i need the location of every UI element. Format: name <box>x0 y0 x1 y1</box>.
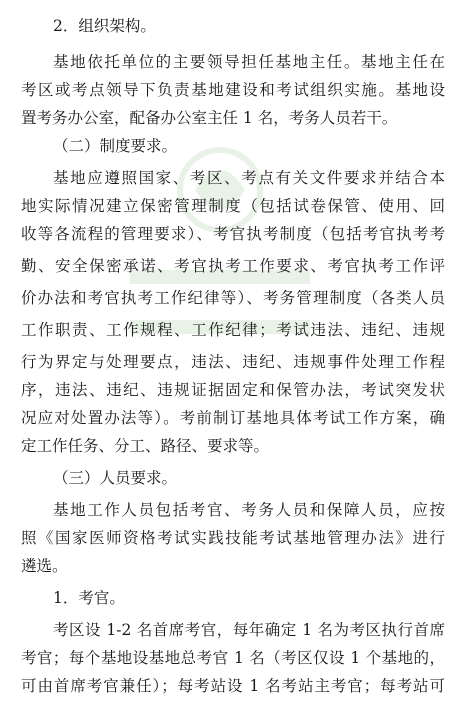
paragraph-line: 可由首席考官兼任）；每考站设 1 名考站主考官；每考站可 <box>21 677 445 695</box>
paragraph-line: 况应对处置办法等）。考前制订基地具体考试工作方案，确 <box>21 409 445 427</box>
paragraph-line: 考区设 1-2 名首席考官，每年确定 1 名为考区执行首席 <box>53 621 445 639</box>
section-heading-examiners: 1．考官。 <box>53 589 125 607</box>
paragraph-line: 照《国家医师资格考试实践技能考试基地管理办法》进行 <box>21 529 445 547</box>
paragraph-line: 基地依托单位的主要领导担任基地主任。基地主任在 <box>53 53 445 71</box>
paragraph-line: 考区或考点领导下负责基地建设和考试组织实施。基地设 <box>21 81 445 99</box>
paragraph-line: 考官；每个基地设基地总考官 1 名（考区仅设 1 个基地的， <box>21 649 445 667</box>
section-heading-system-requirements: （二）制度要求。 <box>53 137 178 155</box>
paragraph-line: 定工作任务、分工、路径、要求等。 <box>21 437 270 455</box>
section-heading-organization: 2．组织架构。 <box>53 17 156 35</box>
paragraph-line: 工作职责、工作规程、工作纪律；考试违法、违纪、违规 <box>21 321 445 339</box>
paragraph-line: 基地应遵照国家、考区、考点有关文件要求并结合本 <box>53 169 445 187</box>
paragraph-line: 收等各流程的管理要求）、考官执考制度（包括考官执考考 <box>21 225 445 243</box>
paragraph-line: 地实际情况建立保密管理制度（包括试卷保管、使用、回 <box>21 197 445 215</box>
paragraph-line: 价办法和考官执考工作纪律等）、考务管理制度（各类人员 <box>21 289 445 307</box>
paragraph-line: 勤、安全保密承诺、考官执考工作要求、考官执考工作评 <box>21 257 445 275</box>
section-heading-personnel-requirements: （三）人员要求。 <box>53 469 178 487</box>
paragraph-line: 遴选。 <box>21 557 68 575</box>
paragraph-line: 序，违法、违纪、违规证据固定和保管办法，考试突发状 <box>21 381 445 399</box>
paragraph-line: 基地工作人员包括考官、考务人员和保障人员，应按 <box>53 501 445 519</box>
paragraph-line: 行为界定与处理要点，违法、违纪、违规事件处理工作程 <box>21 353 445 371</box>
paragraph-line: 置考务办公室，配备办公室主任 1 名，考务人员若干。 <box>21 109 398 127</box>
